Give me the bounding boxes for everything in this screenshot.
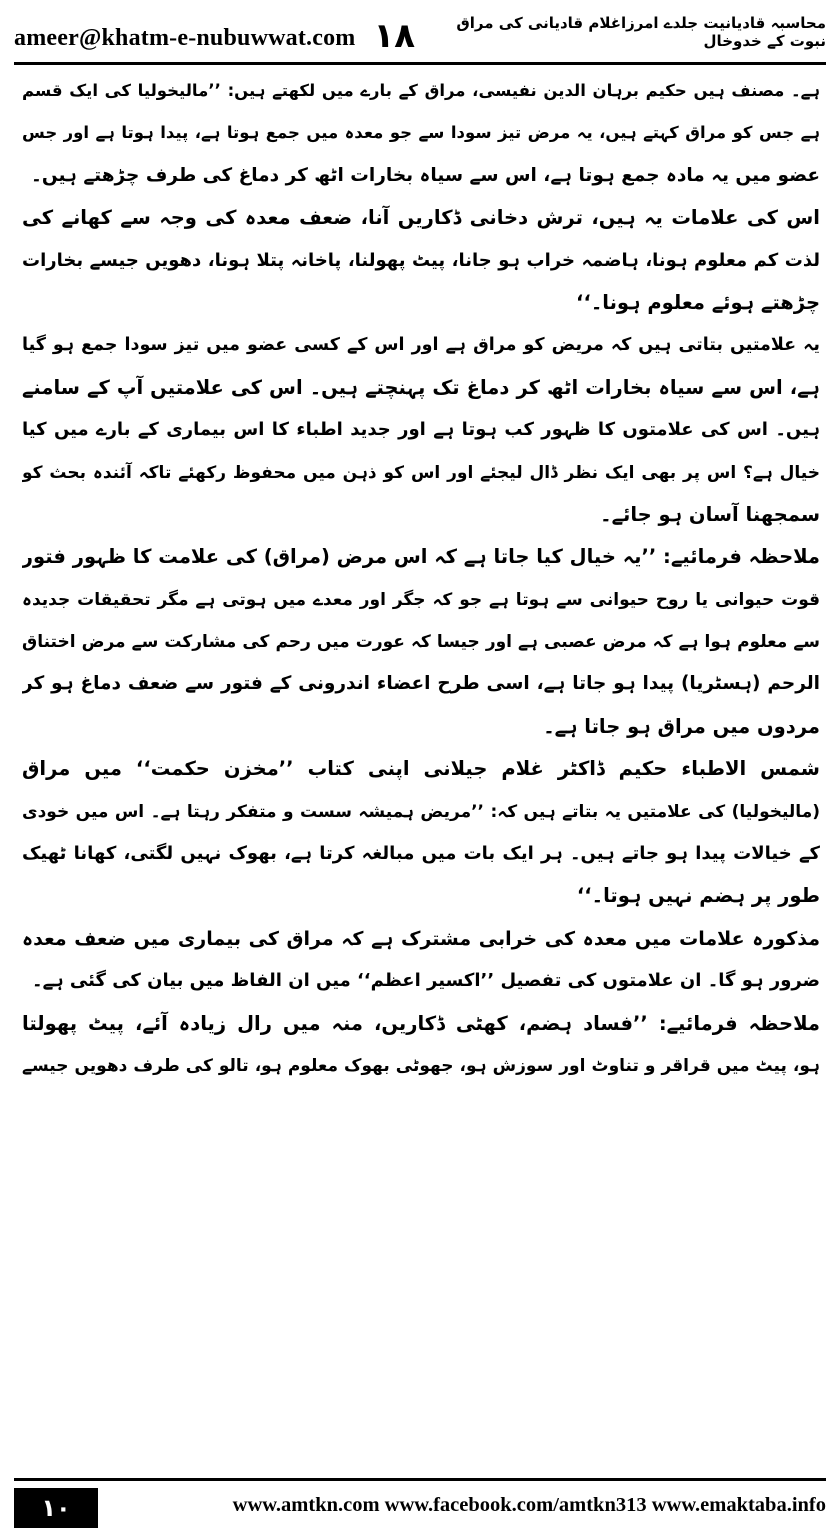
text-line: ملاحظہ فرمائیے: ’’فساد ہضم، کھٹی ڈکاریں، منہ میں رال زیادہ آئے، پیٹ پھولتا bbox=[22, 1011, 820, 1035]
text-line: شمس الاطباء حکیم ڈاکٹر غلام جیلانی اپنی کتاب ’’مخزن حکمت‘‘ میں مراق bbox=[22, 757, 820, 781]
body-text bbox=[22, 70, 820, 1470]
text-line: اس کی علامات یہ ہیں، ترش دخانی ڈکاریں آنا، ضعف معدہ کی وجہ سے کھانے کی bbox=[22, 206, 820, 230]
text-line: ہیں۔ اس کی علامتوں کا ظہور کب ہوتا ہے اور جدید اطباء کا اس بیماری کے بارے میں کیا bbox=[22, 419, 820, 441]
text-line: سے معلوم ہوا ہے کہ مرض عصبی ہے اور جیسا کہ عورت میں رحم کی مشارکت سے مرض اختناق bbox=[22, 632, 820, 653]
page-footer bbox=[14, 1478, 826, 1534]
text-line: (مالیخولیا) کی علامتیں یہ بتاتے ہیں کہ: ’’مریض ہمیشہ سست و متفکر رہتا ہے۔ اس میں خودی bbox=[22, 801, 820, 822]
header-rule bbox=[14, 62, 826, 65]
text-line: خیال ہے؟ اس پر بھی ایک نظر ڈال لیجئے اور اس کو ذہن میں محفوظ رکھئے تاکہ آئندہ بحث کو bbox=[22, 462, 820, 483]
footer-rule bbox=[14, 1478, 826, 1481]
text-line: ملاحظہ فرمائیے: ’’یہ خیال کیا جاتا ہے کہ اس مرض (مراق) کی علامت کا ظہور فتور bbox=[22, 545, 820, 569]
text-line: کے خیالات پیدا ہو جاتے ہیں۔ ہر ایک بات میں مبالغہ کرتا ہے، بھوک نہیں لگتی، کھانا ٹھیک bbox=[22, 843, 820, 865]
text-line: ہو، پیٹ میں قراقر و تناوٹ اور سوزش ہو، جھوٹی بھوک معلوم ہو، تالو کی طرف دھویں جیسے bbox=[22, 1055, 820, 1076]
text-line: عضو میں یہ مادہ جمع ہوتا ہے، اس سے سیاہ بخارات اٹھ کر دماغ کی طرف چڑھتے ہیں۔ bbox=[31, 164, 820, 186]
footer-page-number: ۱۰ bbox=[14, 1488, 98, 1528]
text-line: چڑھتے ہوئے معلوم ہونا۔‘‘ bbox=[576, 290, 820, 314]
page-header bbox=[14, 6, 826, 58]
text-line: ضرور ہو گا۔ ان علامتوں کی تفصیل ’’اکسیر اعظم‘‘ میں ان الفاظ میں بیان کی گئی ہے۔ bbox=[32, 970, 820, 992]
header-page-number: ۱۸ bbox=[373, 16, 415, 56]
header-book-title: محاسبہ قادیانیت جلدے امرزاغلام قادیانی کی مراق نبوت کے خدوخال bbox=[456, 14, 826, 50]
text-line: طور پر ہضم نہیں ہوتا۔‘‘ bbox=[576, 884, 820, 908]
text-line: الرحم (ہسٹریا) پیدا ہو جاتا ہے، اسی طرح اعضاء اندرونی کے فتور سے ضعف دماغ ہو کر bbox=[22, 673, 820, 695]
footer-links: www.amtkn.com www.facebook.com/amtkn313 www.emaktaba.info bbox=[232, 1494, 826, 1516]
header-email: ameer@khatm-e-nubuwwat.com bbox=[14, 25, 356, 51]
text-line: یہ علامتیں بتاتی ہیں کہ مریض کو مراق ہے اور اس کے کسی عضو میں تیز سودا جمع ہو گیا bbox=[22, 335, 820, 356]
text-line: قوت حیوانی یا روح حیوانی سے ہوتا ہے جو کہ جگر اور معدے میں ہوتی ہے مگر تحقیقات جدیدہ bbox=[22, 589, 820, 610]
text-line: ہے جس کو مراق کہتے ہیں، یہ مرض تیز سودا سے جو معدہ میں جمع ہوتا ہے، پیدا ہوتا ہے اور جس bbox=[22, 123, 820, 143]
text-line: لذت کم معلوم ہونا، ہاضمہ خراب ہو جانا، پیٹ پھولنا، پاخانہ پتلا ہونا، دھویں جیسے بخارات bbox=[22, 249, 820, 271]
text-line: سمجھنا آسان ہو جائے۔ bbox=[600, 502, 820, 526]
text-line: ہے، اس سے سیاہ بخارات اٹھ کر دماغ تک پہنچتے ہیں۔ اس کی علامتیں آپ کے سامنے bbox=[22, 375, 820, 399]
text-line: مذکورہ علامات میں معدہ کی خرابی مشترک ہے کہ مراق کی بیماری میں ضعف معدہ bbox=[22, 927, 820, 950]
text-line: مردوں میں مراق ہو جاتا ہے۔ bbox=[543, 714, 820, 738]
text-line: ہے۔ مصنف ہیں حکیم برہان الدین نفیسی، مراق کے بارے میں لکھتے ہیں: ’’مالیخولیا کی ایک قسم bbox=[22, 81, 820, 100]
